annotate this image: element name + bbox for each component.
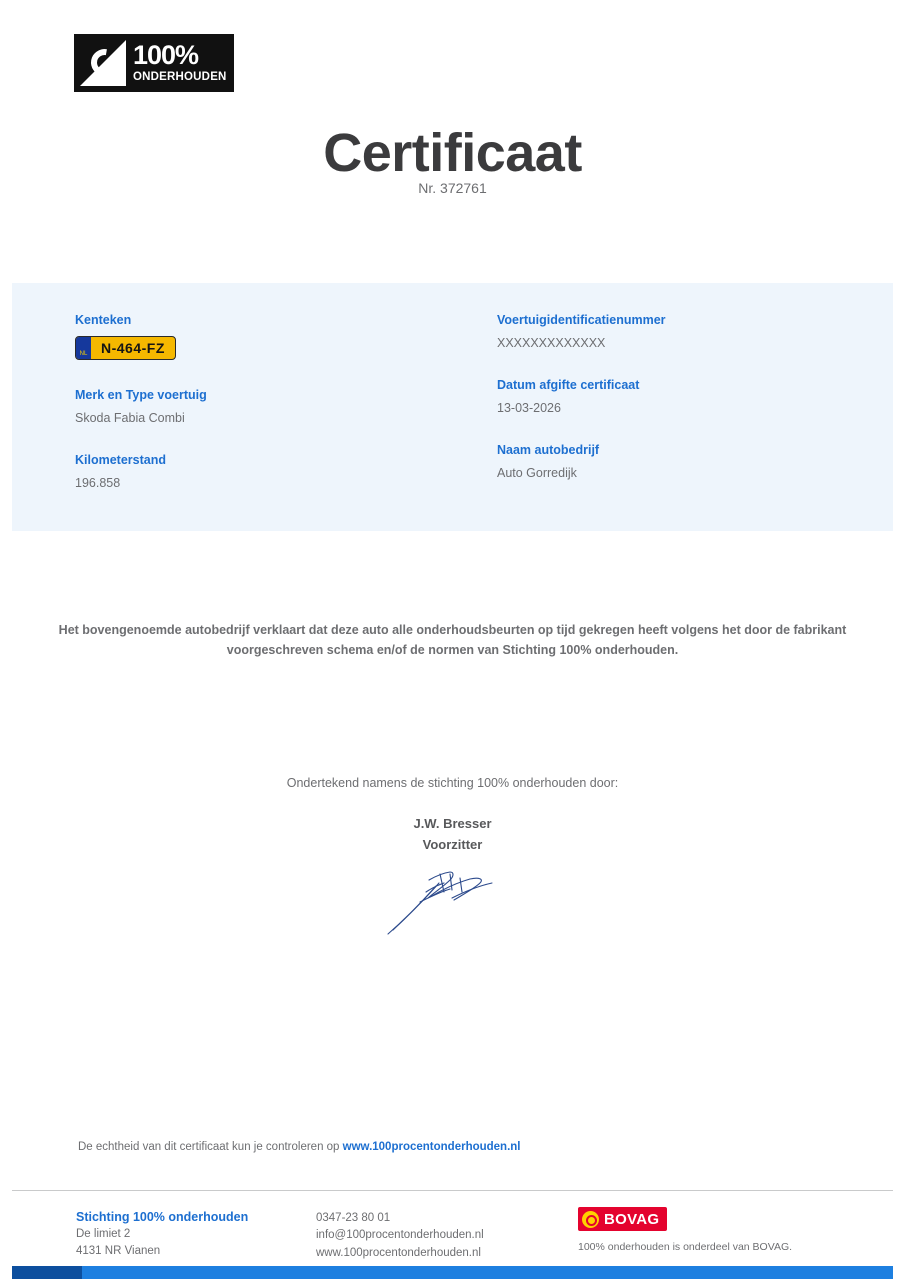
footer-organisation	[76, 1208, 248, 1259]
info-column-left	[75, 313, 455, 490]
plate-country-badge	[76, 337, 91, 359]
footer-contact	[316, 1210, 484, 1262]
plate-country-code: NL	[79, 351, 88, 357]
field-label-kilometerstand: Kilometerstand	[75, 453, 166, 467]
handwritten-signature	[380, 862, 510, 942]
field-label-vin: Voertuigidentificatienummer	[497, 313, 666, 327]
field-vin	[497, 313, 877, 350]
bovag-label: BOVAG	[604, 1210, 660, 1228]
logo-wordmark	[133, 42, 227, 84]
signer-name: J.W. Bresser	[413, 816, 492, 831]
field-value-kilometerstand: 196.858	[75, 476, 121, 490]
field-kilometerstand	[75, 453, 455, 490]
field-datum-afgifte	[497, 378, 877, 415]
bovag-logo	[578, 1207, 667, 1233]
field-merk-type	[75, 388, 455, 425]
authenticity-text: De echtheid van dit certificaat kun je controleren op	[78, 1141, 343, 1153]
field-label-naam-autobedrijf: Naam autobedrijf	[497, 443, 600, 457]
bovag-note: 100% onderhouden is onderdeel van BOVAG.	[578, 1241, 793, 1253]
vehicle-info-panel	[12, 283, 893, 531]
footer-address-line-1: De limiet 2	[76, 1228, 131, 1241]
footer-divider	[12, 1190, 893, 1191]
declaration-text: Het bovengenoemde autobedrijf verklaart dat deze auto alle onderhoudsbeurten op tijd gekregen heeft volgens het door de fabrikant voorgeschreven schema en/of de normen van Stichting 100% onderhouden.	[58, 623, 847, 657]
field-label-merk-type: Merk en Type voertuig	[75, 388, 207, 402]
footer-phone: 0347-23 80 01	[316, 1212, 391, 1224]
page-title: Certificaat	[323, 123, 582, 183]
info-column-right	[497, 313, 877, 480]
plate-number-text: N-464-FZ	[101, 340, 165, 356]
field-naam-autobedrijf	[497, 443, 877, 480]
authenticity-line	[78, 1141, 521, 1153]
authenticity-link[interactable]: www.100procentonderhouden.nl	[342, 1141, 521, 1153]
signature-intro: Ondertekend namens de stichting 100% onderhouden door:	[286, 776, 619, 790]
footer-email[interactable]: info@100procentonderhouden.nl	[316, 1229, 484, 1242]
certificate-number: Nr. 372761	[418, 180, 487, 196]
footer-website[interactable]: www.100procentonderhouden.nl	[316, 1246, 481, 1259]
logo-sub-text: ONDERHOUDEN	[133, 71, 227, 84]
footer-bar-dark	[12, 1266, 82, 1279]
field-kenteken	[75, 313, 455, 360]
footer-address-line-2: 4131 NR Vianen	[76, 1244, 161, 1257]
field-value-naam-autobedrijf: Auto Gorredijk	[497, 466, 577, 480]
field-label-datum-afgifte: Datum afgifte certificaat	[497, 378, 640, 392]
signer-role: Voorzitter	[422, 837, 483, 852]
logo-percent-text: 100%	[133, 40, 199, 71]
bovag-mark-icon	[582, 1211, 599, 1228]
license-plate	[75, 336, 176, 360]
brand-logo	[74, 34, 234, 92]
field-label-kenteken: Kenteken	[75, 313, 132, 327]
footer-bar-light	[82, 1266, 893, 1279]
field-value-datum-afgifte: 13-03-2026	[497, 401, 561, 415]
footer-org-name: Stichting 100% onderhouden	[76, 1210, 249, 1224]
field-value-vin: XXXXXXXXXXXXX	[497, 336, 606, 350]
field-value-merk-type: Skoda Fabia Combi	[75, 411, 185, 425]
wrench-circle-icon	[80, 40, 126, 86]
